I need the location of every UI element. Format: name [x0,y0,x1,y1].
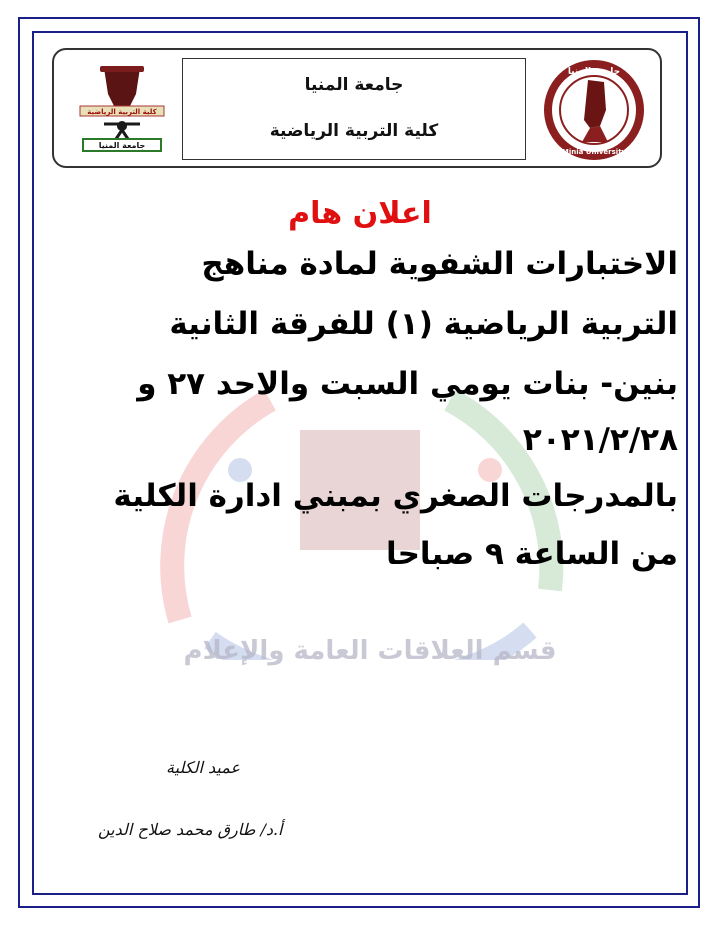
header-title-box [182,58,526,160]
announcement-date: ٢٠٢١/٢/٢٨ [522,422,678,458]
signature-name: أ.د/ طارق محمد صلاح الدين [98,820,283,839]
university-name: جامعة المنيا [304,75,404,95]
announcement-title: اعلان هام [288,196,432,231]
signature-title: عميد الكلية [166,758,240,777]
faculty-logo [74,64,170,154]
announcement-line: بنين- بنات يومي السبت والاحد ٢٧ و [137,366,678,402]
faculty-logo-caption-bottom: جامعة المنيا [98,141,146,150]
announcement-line: التربية الرياضية (١) للفرقة الثانية [169,306,678,342]
watermark-text: قسم العلاقات العامة والإعلام [183,636,557,666]
faculty-logo-caption-top: كلية التربية الرياضية [87,108,157,116]
university-seal-text-en: Minia University [561,148,627,156]
university-seal [530,60,658,160]
faculty-name: كلية التربية الرياضية [269,121,439,141]
announcement-line: بالمدرجات الصغري بمبني ادارة الكلية [113,478,678,514]
university-seal-text-ar: جامعة المنيا [567,67,621,77]
announcement-line: الاختبارات الشفوية لمادة مناهج [201,246,678,282]
announcement-line: من الساعة ٩ صباحا [385,536,678,572]
